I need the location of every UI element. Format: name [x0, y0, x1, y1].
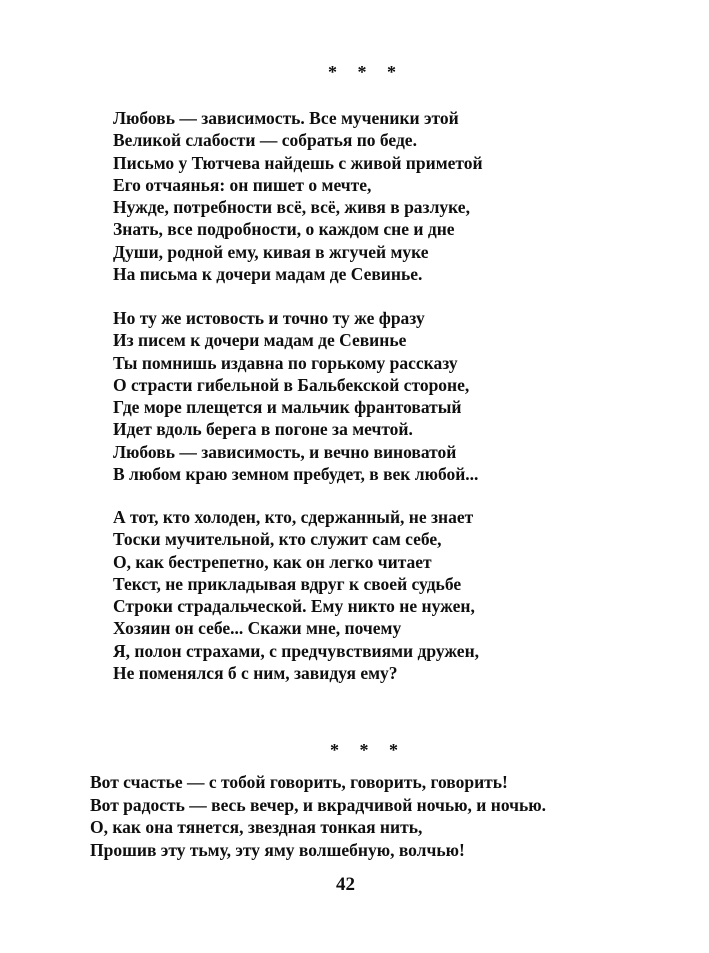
- verse-line: Тоски мучительной, кто служит сам себе,: [113, 529, 442, 550]
- verse-line: Знать, все подробности, о каждом сне и дне: [113, 219, 455, 240]
- verse-line: Где море плещется и мальчик франтоватый: [113, 397, 462, 418]
- verse-line: О страсти гибельной в Бальбекской стороне,: [113, 374, 470, 395]
- verse-line: Нужде, потребности всё, всё, живя в разлуке,: [113, 197, 470, 218]
- verse-line: Вот счастье — с тобой говорить, говорить, говорить!: [90, 772, 508, 792]
- verse-line: А тот, кто холоден, кто, сдержанный, не знает: [113, 507, 474, 527]
- verse-line: Ты помнишь издавна по горькому рассказу: [113, 352, 458, 373]
- verse-line: Текст, не прикладывая вдруг к своей судьбе: [113, 573, 462, 594]
- verse-line: Но ту же истовость и точно ту же фразу: [113, 308, 425, 328]
- poem1-stanza-3: [113, 506, 479, 684]
- verse-line: На письма к дочери мадам де Севинье.: [113, 264, 423, 285]
- verse-line: Письмо у Тютчева найдешь с живой приметой: [113, 152, 483, 173]
- verse-line: Хозяин он себе... Скажи мне, почему: [113, 618, 402, 639]
- poem1-stanza-2: [113, 307, 478, 485]
- poem2-stanza: [90, 771, 546, 861]
- verse-line: Души, родной ему, кивая в жгучей муке: [113, 241, 429, 262]
- verse-line: Идет вдоль берега в погоне за мечтой.: [113, 419, 413, 440]
- verse-line: В любом краю земном пребудет, в век любой...: [113, 464, 479, 485]
- verse-line: Великой слабости — собратья по беде.: [113, 130, 417, 151]
- verse-line: Его отчаянья: он пишет о мечте,: [113, 174, 372, 195]
- verse-line: Не поменялся б с ним, завидуя ему?: [113, 663, 398, 684]
- poem1-stanza-1: [113, 107, 483, 285]
- page-number: 42: [336, 874, 355, 895]
- verse-line: Любовь — зависимость. Все мученики этой: [113, 108, 459, 128]
- poem1-separator: * * *: [328, 62, 404, 82]
- verse-line: Из писем к дочери мадам де Севинье: [113, 330, 407, 351]
- poem2-separator: * * *: [330, 740, 406, 760]
- verse-line: Вот радость — весь вечер, и вкрадчивой ночью, и ночью.: [90, 794, 546, 815]
- verse-line: О, как бестрепетно, как он легко читает: [113, 551, 432, 572]
- verse-line: Строки страдальческой. Ему никто не нужен,: [113, 596, 475, 617]
- verse-line: Любовь — зависимость, и вечно виноватой: [113, 441, 457, 462]
- verse-line: Я, полон страхами, с предчувствиями дружен,: [113, 640, 480, 661]
- verse-line: О, как она тянется, звездная тонкая нить,: [90, 817, 423, 837]
- verse-line: Прошив эту тьму, эту яму волшебную, волчью!: [90, 839, 465, 860]
